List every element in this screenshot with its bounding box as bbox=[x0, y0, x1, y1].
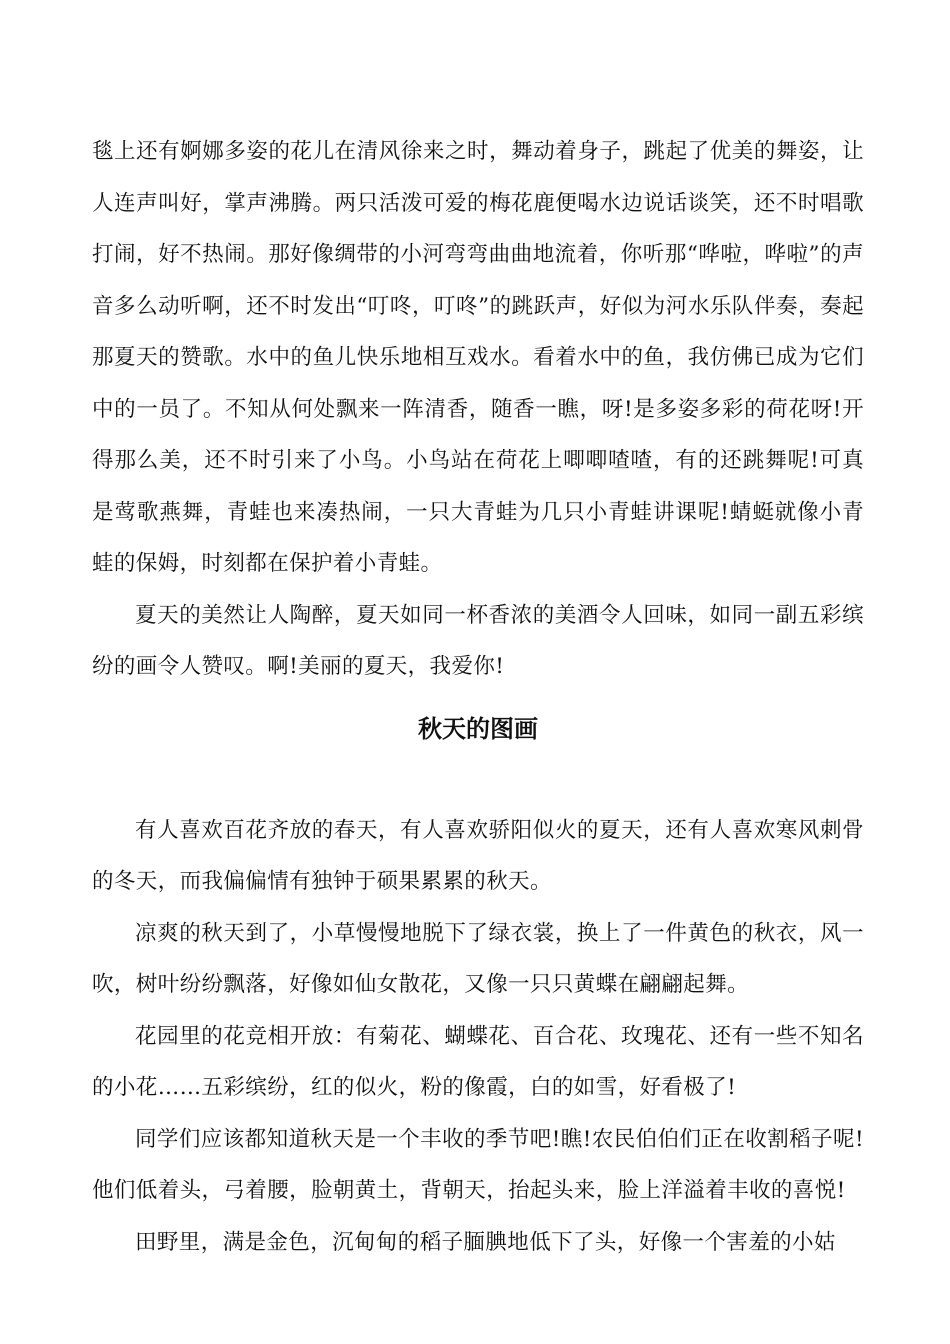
autumn-paragraph-3: 花园里的花竞相开放：有菊花、蝴蝶花、百合花、玫瑰花、还有一些不知名的小花……五彩缤纷，红的似火，粉的像霞，白的如雪，好看极了! bbox=[92, 1023, 864, 1100]
autumn-paragraph-5: 田野里，满是金色，沉甸甸的稻子腼腆地低下了头，好像一个害羞的小姑 bbox=[135, 1229, 836, 1255]
title-spacing bbox=[92, 765, 864, 805]
autumn-paragraph-1: 有人喜欢百花齐放的春天，有人喜欢骄阳似火的夏天，还有人喜欢寒风刺骨的冬天，而我偏偏情有独钟于硕果累累的秋天。 bbox=[92, 817, 864, 894]
autumn-paragraph-2: 凉爽的秋天到了，小草慢慢地脱下了绿衣裳，换上了一件黄色的秋衣，风一吹，树叶纷纷飘落，好像如仙女散花，又像一只只黄蝶在翩翩起舞。 bbox=[92, 920, 864, 997]
summer-continuation-paragraph: 毯上还有婀娜多姿的花儿在清风徐来之时，舞动着身子，跳起了优美的舞姿，让人连声叫好，掌声沸腾。两只活泼可爱的梅花鹿便喝水边说话谈笑，还不时唱歌打闹，好不热闹。那好像绸带的小河弯弯曲曲地流着，你听那“哗啦，哗啦”的声音多么动听啊，还不时发出“叮咚，叮咚”的跳跃声，好似为河水乐队伴奏，奏起那夏天的赞歌。水中的鱼儿快乐地相互戏水。看着水中的鱼，我仿佛已成为它们中的一员了。不知从何处飘来一阵清香，随香一瞧，呀!是多姿多彩的荷花呀!开得那么美，还不时引来了小鸟。小鸟站在荷花上唧唧喳喳，有的还跳舞呢!可真是莺歌燕舞，青蛙也来凑热闹，一只大青蛙为几只小青蛙讲课呢!蜻蜓就像小青蛙的保姆，时刻都在保护着小青蛙。 bbox=[92, 139, 864, 576]
autumn-paragraph-4: 同学们应该都知道秋天是一个丰收的季节吧!瞧!农民伯伯们正在收割稻子呢!他们低着头，弓着腰，脸朝黄土，背朝天，抬起头来，脸上洋溢着丰收的喜悦! bbox=[92, 1126, 864, 1203]
summer-conclusion-paragraph: 夏天的美然让人陶醉，夏天如同一杯香浓的美酒令人回味，如同一副五彩缤纷的画令人赞叹。啊!美丽的夏天，我爱你! bbox=[92, 602, 864, 679]
document-page bbox=[92, 126, 864, 1268]
autumn-title: 秋天的图画 bbox=[418, 714, 538, 743]
